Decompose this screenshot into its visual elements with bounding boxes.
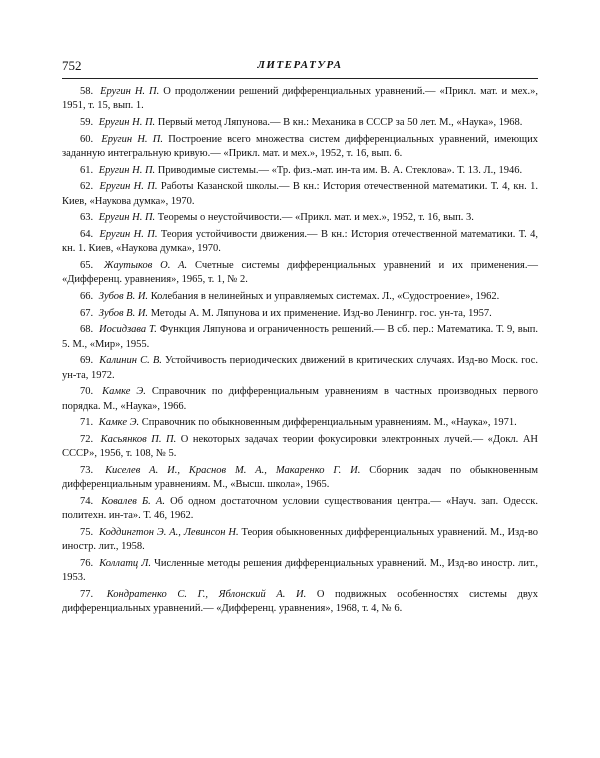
reference-item — [62, 164, 538, 178]
reference-author: Еругин Н. П. — [99, 181, 158, 193]
reference-text: Приводимые системы.— «Тр. физ.-мат. ин-та им. В. А. Стеклова». Т. 13. Л., 1946. — [157, 164, 523, 176]
reference-text: Методы А. М. Ляпунова и их применение. Изд-во Ленингр. гос. ун-та, 1957. — [150, 307, 492, 319]
reference-text: О подвижных особенностях системы двух дифференциальных уравнений.— «Дифференц. уравнения», 1968, т. 4, № 6. — [62, 588, 538, 615]
reference-number: 58. — [80, 86, 94, 97]
reference-author: Еругин Н. П. — [98, 212, 156, 224]
reference-author: Еругин Н. П. — [98, 116, 156, 128]
page-header — [62, 58, 538, 78]
reference-text: Численные методы решения дифференциальных уравнений. М., Изд-во иностр. лит., 1953. — [62, 557, 539, 584]
reference-author: Еругин Н. П. — [99, 229, 158, 241]
reference-number: 67. — [80, 307, 94, 319]
reference-item — [62, 588, 538, 617]
reference-item — [62, 495, 538, 524]
reference-text: Работы Казанской школы.— В кн.: История отечественной математики. Т. 4, кн. 1. Киев, «Наукова думка», 1970. — [62, 181, 539, 207]
reference-text: Устойчивость периодических движений в критических случаях. Изд-во Моск. гос. ун-та, 1972. — [62, 355, 539, 381]
page-number: 752 — [62, 58, 82, 73]
reference-item — [62, 259, 538, 288]
reference-author: Зубов В. И. — [98, 290, 149, 302]
reference-author: Еругин Н. П. — [100, 86, 160, 97]
reference-number: 66. — [80, 290, 94, 302]
reference-list — [62, 85, 538, 619]
reference-author: Камке Э. — [102, 386, 146, 398]
reference-item — [62, 354, 538, 383]
reference-item — [62, 133, 538, 162]
reference-item — [62, 323, 538, 352]
reference-number: 72. — [80, 434, 94, 445]
reference-number: 61. — [80, 164, 94, 176]
reference-item — [62, 116, 538, 130]
reference-item — [62, 290, 538, 304]
reference-number: 73. — [80, 464, 94, 476]
reference-text: Справочник по обыкновенным дифференциальным уравнениям. М., «Наука», 1971. — [141, 417, 517, 429]
reference-item — [62, 416, 538, 430]
reference-item — [62, 228, 538, 257]
reference-item — [62, 464, 538, 493]
header-rule — [62, 78, 538, 79]
reference-text: О некоторых задачах теории фокусировки электронных лучей.— «Докл. АН СССР», 1956, т. 108, № 5. — [62, 434, 538, 460]
reference-text: Счетные системы дифференциальных уравнений и их применения.— «Дифференц. уравнения», 1965, т. 1, № 2. — [62, 260, 538, 286]
reference-text: Теоремы о неустойчивости.— «Прикл. мат. и мех.», 1952, т. 16, вып. 3. — [157, 212, 474, 224]
reference-item — [62, 526, 538, 555]
reference-text: Теория обыкновенных дифференциальных уравнений. М., Изд-во иностр. лит., 1958. — [62, 526, 538, 553]
reference-author: Камке Э. — [98, 417, 140, 429]
running-title: ЛИТЕРАТУРА — [257, 59, 343, 71]
reference-author: Ковалев Б. А. — [101, 495, 165, 507]
reference-item — [62, 307, 538, 321]
reference-text: Первый метод Ляпунова.— В кн.: Механика в СССР за 50 лет. М., «Наука», 1968. — [157, 116, 523, 128]
reference-item — [62, 85, 538, 114]
reference-text: Сборник задач по обыкновенным дифференциальным уравнениям. М., «Высш. школа», 1965. — [62, 464, 539, 491]
reference-text: Об одном достаточном условии существования центра.— «Науч. зап. Одесск. политехн. ин-та». Т. 46, 1962. — [62, 495, 539, 522]
reference-author: Коллатц Л. — [99, 557, 151, 569]
reference-number: 70. — [80, 386, 94, 398]
reference-text: Функция Ляпунова и ограниченность решений.— В сб. пер.: Математика. Т. 9, вып. 5. М., «Мир», 1955. — [62, 324, 538, 350]
reference-item — [62, 180, 538, 209]
reference-number: 76. — [80, 557, 94, 569]
reference-number: 77. — [80, 588, 94, 600]
reference-item — [62, 211, 538, 225]
reference-number: 65. — [80, 260, 94, 271]
reference-author: Калинин С. В. — [99, 355, 162, 367]
reference-author: Иосидзава Т. — [99, 324, 157, 336]
reference-author: Касьянков П. П. — [100, 434, 177, 445]
reference-author: Еругин Н. П. — [101, 133, 163, 145]
reference-text: Справочник по дифференциальным уравнениям в частных производных первого порядка. М., «Наука», 1966. — [62, 386, 539, 412]
reference-item — [62, 557, 538, 586]
reference-number: 63. — [80, 212, 94, 224]
reference-author: Киселев А. И., Краснов М. А., Макаренко Г. И. — [105, 464, 361, 476]
reference-author: Коддингтон Э. А., Левинсон Н. — [99, 526, 239, 538]
reference-author: Жаутыков О. А. — [103, 260, 188, 271]
reference-number: 64. — [80, 229, 94, 241]
reference-text: О продолжении решений дифференциальных уравнений.— «Прикл. мат. и мех.», 1951, т. 15, вып. 1. — [62, 86, 539, 112]
reference-text: Построение всего множества систем дифференциальных уравнений, имеющих заданную интегральную кривую.— «Прикл. мат. и мех.», 1952, т. 16, вып. 6. — [62, 133, 538, 159]
reference-number: 71. — [80, 417, 94, 429]
reference-item — [62, 433, 538, 462]
reference-author: Зубов В. И. — [98, 307, 149, 319]
reference-number: 75. — [80, 526, 94, 538]
reference-author: Кондратенко С. Г., Яблонский А. И. — [106, 588, 307, 600]
reference-author: Еругин Н. П. — [98, 164, 156, 176]
reference-text: Колебания в нелинейных и управляемых системах. Л., «Судостроение», 1962. — [150, 290, 500, 302]
reference-number: 60. — [80, 133, 94, 145]
reference-item — [62, 385, 538, 414]
reference-number: 74. — [80, 495, 94, 507]
reference-text: Теория устойчивости движения.— В кн.: История отечественной математики. Т. 4, кн. 1. Киев, «Наукова думка», 1970. — [62, 229, 538, 255]
reference-number: 59. — [80, 116, 94, 128]
reference-number: 62. — [80, 181, 94, 193]
reference-number: 68. — [80, 324, 94, 336]
reference-number: 69. — [80, 355, 94, 367]
